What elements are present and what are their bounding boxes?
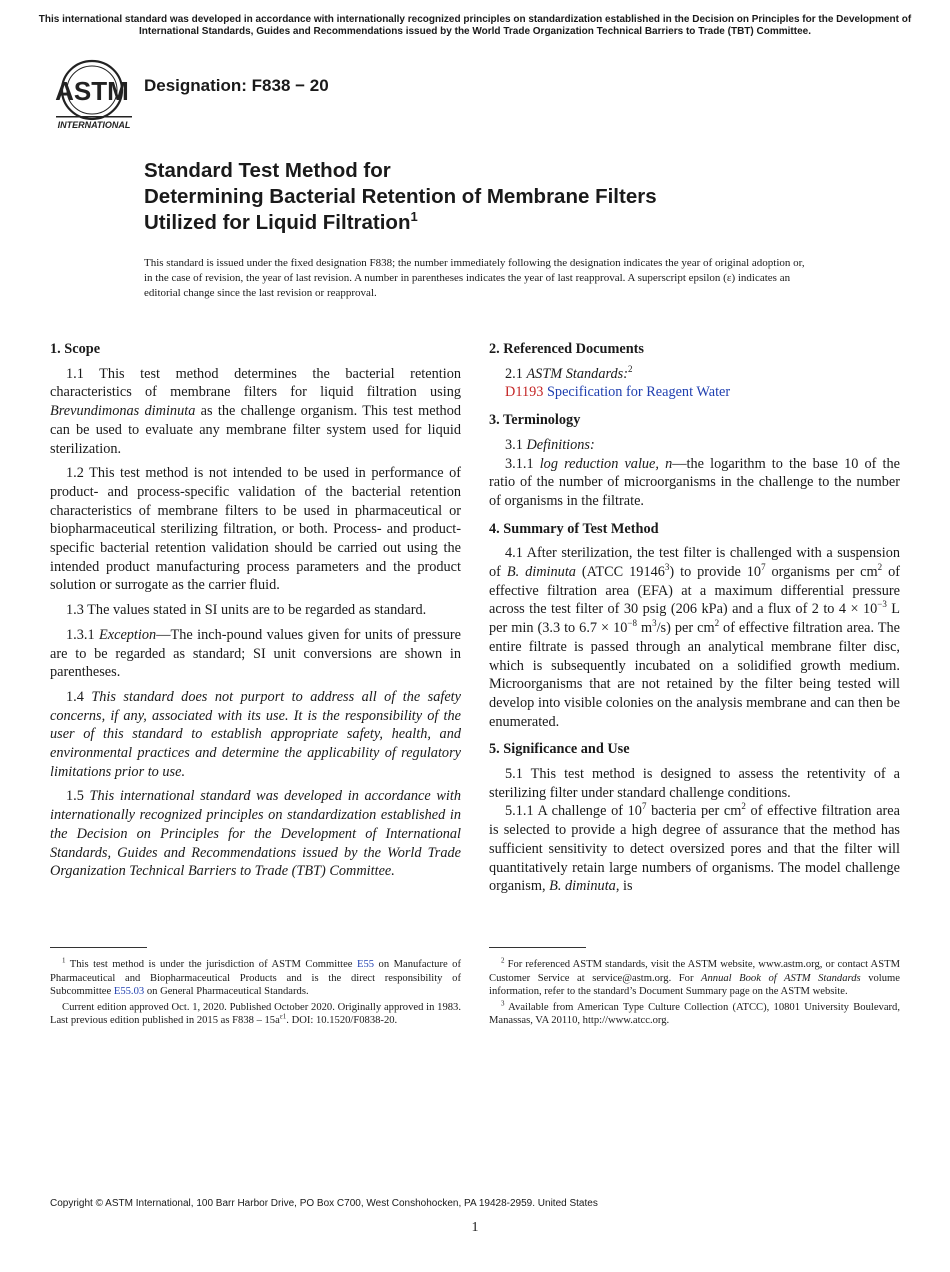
footnote-1-edition: Current edition approved Oct. 1, 2020. Published October 2020. Originally approved in 1983. Last previous edition published in 2015 as $F838 - 15a^{\varepsilon 1}$. DOI: 10.1520/F0838-20. [50, 1001, 461, 1027]
referenced-d1193 [489, 383, 900, 402]
logo-mark: ASTM [55, 76, 129, 106]
paragraph-5-1-1: 5.1.1 A challenge of $10^7$ bacteria per $cm^2$ of effective filtration area is selected to provide a high degree of assurance that the method has sufficient sensitivity to detect oversized pores and that the filter will quantitatively retain large numbers of organisms. The model challenge organism, B. diminuta, is [489, 801, 900, 895]
link-d1193[interactable]: D1193 [505, 384, 544, 401]
paragraph-4-1: 4.1 After sterilization, the test filter is challenged with a suspension of B. diminuta (ATCC 19146$^3$) to provide $10^7$ organisms per $cm^2$ of effective filtration area (EFA) at a maximum differential pressure across the test filter of 30 psig (206 kPa) and a flux of 2 to $4 \times 10^{-3}$ L per min (3.3 to $6.7 \times 10^{-8}$ $m^3/s$) per $cm^2$ of effective filtration area. The entire filtrate is passed through an analytical membrane filter disc, which is subsequently incubated on a solidified growth medium. Microorganisms that are not retained by the filter being tested will develop into visible colonies on the analysis membrane and can then be enumerated. [489, 545, 901, 730]
link-d1193-title[interactable]: Specification for Reagent Water [543, 384, 731, 401]
copyright: Copyright © ASTM International, 100 Barr Harbor Drive, PO Box C700, West Conshohocken, PA 19428-2959. United States [50, 1198, 598, 1209]
paragraph-5-1: 5.1 This test method is designed to assess the retentivity of a sterilizing filter under standard challenge conditions. [489, 766, 900, 801]
right-column [489, 340, 900, 902]
footnotes-left [50, 958, 461, 1030]
page-number: 1 [471, 1220, 479, 1235]
paragraph-1-2: 1.2 This test method is not intended to be used in performance of product- and process-specific validation of the bacterial retention characteristics of membrane filters to be used in pharmaceutical or biopharmaceutical sterilizing filtration, or both. Process- and product-specific bacterial retention validation should be carried out using the intended product manufacturing process parameters and the product solution or surrogate as the carrier fluid. [50, 465, 461, 594]
footnote-rule-right [489, 947, 586, 948]
paragraph-2-1: 2.1 ASTM Standards:$^2$ [505, 363, 633, 382]
designation: Designation: F838 − 20 [144, 76, 329, 95]
paragraph-3-1: 3.1 Definitions: [505, 436, 595, 453]
section-heading-referenced-documents: 2. Referenced Documents [489, 341, 644, 357]
paragraph-1-4: 1.4 This standard does not purport to address all of the safety concerns, if any, associated with its use. It is the responsibility of the user of this standard to establish appropriate safety, health, and environmental practices and determine the applicability of regulatory limitations prior to use. [50, 688, 461, 780]
section-heading-scope: 1. Scope [50, 341, 101, 357]
issued-note: This standard is issued under the fixed designation F838; the number immediately following the designation indicates the year of original adoption or, in the case of revision, the year of last revision. A number in parentheses indicates the year of last reapproval. A superscript epsilon (ε) indicates an editorial change since the last revision or reapproval. [144, 257, 805, 299]
footnote-rule-left [50, 947, 147, 948]
left-column [50, 340, 461, 887]
top-notice: This international standard was developed in accordance with internationally recognized principles on standardization established in the Decision on Principles for the Development of International Standards, Guides and Recommendations issued by the World Trade Organization Technical Barriers to Trade (TBT) Committee. [38, 14, 912, 37]
paragraph-1-1: 1.1 This test method determines the bacterial retention characteristics of membrane filters for liquid filtration using Brevundimonas diminuta as the challenge organism. This test method can be used to evaluate any membrane filter system used for liquid sterilization. [50, 365, 461, 457]
logo-sub: INTERNATIONAL [57, 120, 131, 130]
link-e55-03[interactable]: E55.03 [113, 986, 145, 998]
section-heading-terminology: 3. Terminology [489, 412, 581, 429]
paragraph-3-1-1: 3.1.1 log reduction value, n—the logarithm to the base 10 of the ratio of the number of microorganisms in the challenge to the number of organisms in the filtrate. [489, 455, 900, 509]
footnotes-right [489, 958, 900, 1030]
paragraph-1-3-1: 1.3.1 Exception—The inch-pound values given for units of pressure are to be regarded as standard; SI unit conversions are shown in parentheses. [50, 626, 461, 681]
footnote-2: $^2$ For referenced ASTM standards, visit the ASTM website, www.astm.org, or contact ASTM Customer Service at service@astm.org. For Annual Book of ASTM Standards volume information, refer to the standard’s Document Summary page on the ASTM website. [489, 956, 900, 998]
section-heading-significance: 5. Significance and Use [489, 741, 630, 758]
document-title [144, 158, 864, 236]
footnote-3: $^3$ Available from American Type Culture Collection (ATCC), 10801 University Boulevard, Manassas, VA 20110, http://www.atcc.org. [489, 999, 900, 1027]
paragraph-1-5: 1.5 This international standard was developed in accordance with internationally recognized principles on standardization established in the Decision on Principles for the Development of International Standards, Guides and Recommendations issued by the World Trade Organization Technical Barriers to Trade (TBT) Committee. [50, 788, 461, 880]
footnote-1: $^1$ This test method is under the jurisdiction of ASTM Committee E55 on Manufacture of Pharmaceutical and Biopharmaceutical Products and is the direct responsibility of Subcommittee E55.03 on General Pharmaceutical Standards. [50, 956, 461, 998]
paragraph-1-3: 1.3 The values stated in SI units are to be regarded as standard. [66, 602, 427, 619]
title-line-1: Standard Test Method for [144, 159, 391, 182]
link-e55[interactable]: E55 [356, 959, 375, 970]
astm-logo-icon [52, 58, 136, 132]
title-line-2: Determining Bacterial Retention of Membrane Filters [144, 185, 657, 208]
section-heading-summary: 4. Summary of Test Method [489, 520, 659, 537]
title-line-3: Utilized for Liquid Filtration$^1$ [144, 209, 418, 234]
